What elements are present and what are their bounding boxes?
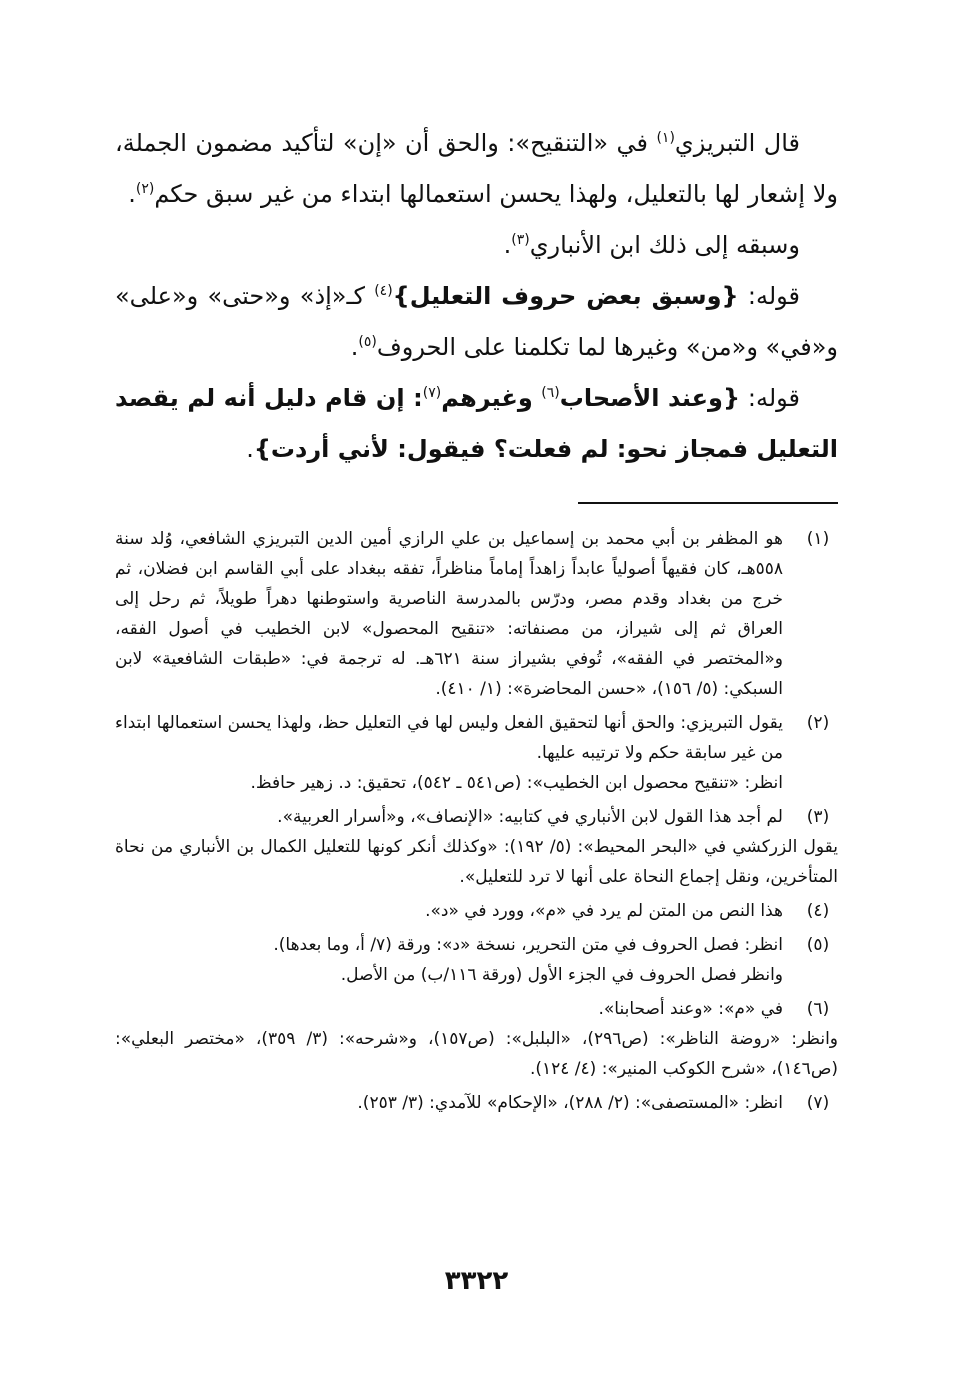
matn-quote: {وعند الأصحاب: [559, 384, 741, 412]
footnote-continuation: وانظر فصل الحروف في الجزء الأول (ورقة ١١٦/ب) من الأصل.: [340, 965, 783, 985]
main-paragraph-1: [115, 118, 838, 220]
footnote-ref-2[interactable]: (٢): [135, 181, 155, 197]
footnote-text: في «م»: «وعند أصحابنا».: [598, 999, 783, 1019]
footnote-number: (٣): [806, 807, 830, 827]
main-text-run: قال التبريزي: [674, 129, 801, 157]
matn-quote: وغيرهم: [441, 384, 542, 412]
footnote-number: (٤): [806, 901, 830, 921]
footnote-ref-4[interactable]: (٤): [374, 283, 393, 299]
footnote-text: يقول التبريزي: والحق أنها لتحقيق الفعل وليس لها في التعليل حظ، ولهذا يحسن استعمالها ابتداء من غير سابقة حكم ولا ترتيبه عليها.: [115, 713, 783, 763]
footnote-6: [115, 994, 838, 1084]
main-text-run: قوله:: [740, 384, 801, 412]
footnote-1: [115, 524, 838, 704]
main-text-run: في «التنقيح»: والحق أن «إن» لتأكيد مضمون الجملة، ولا إشعار لها بالتعليل، ولهذا يحسن استعمالها ابتداء من غير سبق حكم: [115, 129, 838, 208]
main-text-run: قوله:: [738, 282, 801, 310]
main-paragraph-3: [115, 271, 838, 373]
footnote-4: [115, 896, 838, 926]
page-number: ٣٣٢٢: [444, 1266, 509, 1296]
footnote-3: [115, 802, 838, 892]
main-text-run: .: [503, 231, 512, 259]
main-text-run: .: [128, 180, 136, 208]
footnote-ref-3[interactable]: (٣): [511, 232, 530, 248]
footnote-ref-7[interactable]: (٧): [422, 385, 442, 401]
footnotes-section: [115, 524, 838, 1122]
footnote-continuation: يقول الزركشي في «البحر المحيط»: (٥/ ١٩٢): «وكذلك أنكر كونها للتعليل الكمال بن الأنباري من نحاة المتأخرين، ونقل إجماع النحاة على أنها لا ترد للتعليل».: [115, 837, 838, 887]
footnote-continuation: وانظر: «روضة الناظر»: (ص٢٩٦)، «البلبل»: (ص١٥٧)، و«شرحه»: (٣/ ٣٥٩)، «مختصر البعلي»: (ص١٤٦)، «شرح الكوكب المنير»: (٤/ ١٢٤).: [115, 1029, 839, 1079]
matn-quote: : إن قام دليل أنه لم يقصد التعليل فمجاز نحو: لم فعلت؟ فيقول: لأني أردت}: [115, 384, 838, 463]
main-paragraph-4: [115, 373, 838, 475]
footnote-7: [115, 1088, 838, 1118]
main-paragraph-2: [115, 220, 838, 271]
footnote-2: [115, 708, 838, 798]
main-text-body: [115, 118, 838, 475]
footnote-number: (٧): [806, 1093, 830, 1113]
footnote-number: (٥): [806, 935, 830, 955]
footnote-continuation: انظر: «تنقيح محصول ابن الخطيب»: (ص٥٤١ ـ ٥٤٢)، تحقيق: د. زهير حافظ.: [250, 773, 783, 793]
footnote-separator: [578, 502, 838, 504]
footnote-number: (٢): [806, 713, 830, 733]
main-text-run: .: [350, 333, 359, 361]
footnote-ref-5[interactable]: (٥): [358, 334, 377, 350]
footnote-number: (٦): [806, 999, 830, 1019]
footnote-text: هو المظفر بن أبي محمد بن إسماعيل بن علي الرازي أمين الدين التبريزي الشافعي، وُلد سنة ٥٥٨هـ، كان فقيهاً أصولياً عابداً زاهداً إماماً مناظراً، تفقه ببغداد على أبي القاسم ابن فضلان، ثم خرج من بغداد وقدم مصر، ودرّس بالمدرسة الناصرية واستوطنها دهراً طويلاً، ثم رحل إلى العراق ثم إلى شيراز، من مصنفاته: «تنقيح المحصول» لابن الخطيب في أصول الفقه، و«المختصر في الفقه»، تُوفي بشيراز سنة ٦٢١هـ. له ترجمة في: «طبقات الشافعية» لابن السبكي: (٥/ ١٥٦)، «حسن المحاضرة»: (١/ ٤١٠).: [115, 529, 783, 699]
footnote-ref-6[interactable]: (٦): [541, 385, 560, 401]
matn-quote: {وسبق بعض حروف التعليل}: [392, 282, 739, 310]
footnote-number: (١): [806, 529, 830, 549]
main-text-run: كـ«إذ» و«حتى» و«على» و«في» و«من» وغيرها لما تكلمنا على الحروف: [115, 282, 838, 361]
footnote-text: انظر: «المستصفى»: (٢/ ٢٨٨)، «الإحكام» للآمدي: (٣/ ٢٥٣).: [357, 1093, 783, 1113]
main-text-run: وسبقه إلى ذلك ابن الأنباري: [529, 231, 800, 259]
main-text-run: .: [246, 435, 254, 463]
footnote-text: هذا النص من المتن لم يرد في «م»، وورد في «د».: [425, 901, 783, 921]
footnote-5: [115, 930, 838, 990]
footnote-text: لم أجد هذا القول لابن الأنباري في كتابيه: «الإنصاف»، و«أسرار العربية».: [277, 807, 783, 827]
footnote-text: انظر: فصل الحروف في متن التحرير، نسخة «د»: ورقة (٧/ أ، وما بعدها).: [273, 935, 783, 955]
footnote-ref-1[interactable]: (١): [656, 130, 675, 146]
